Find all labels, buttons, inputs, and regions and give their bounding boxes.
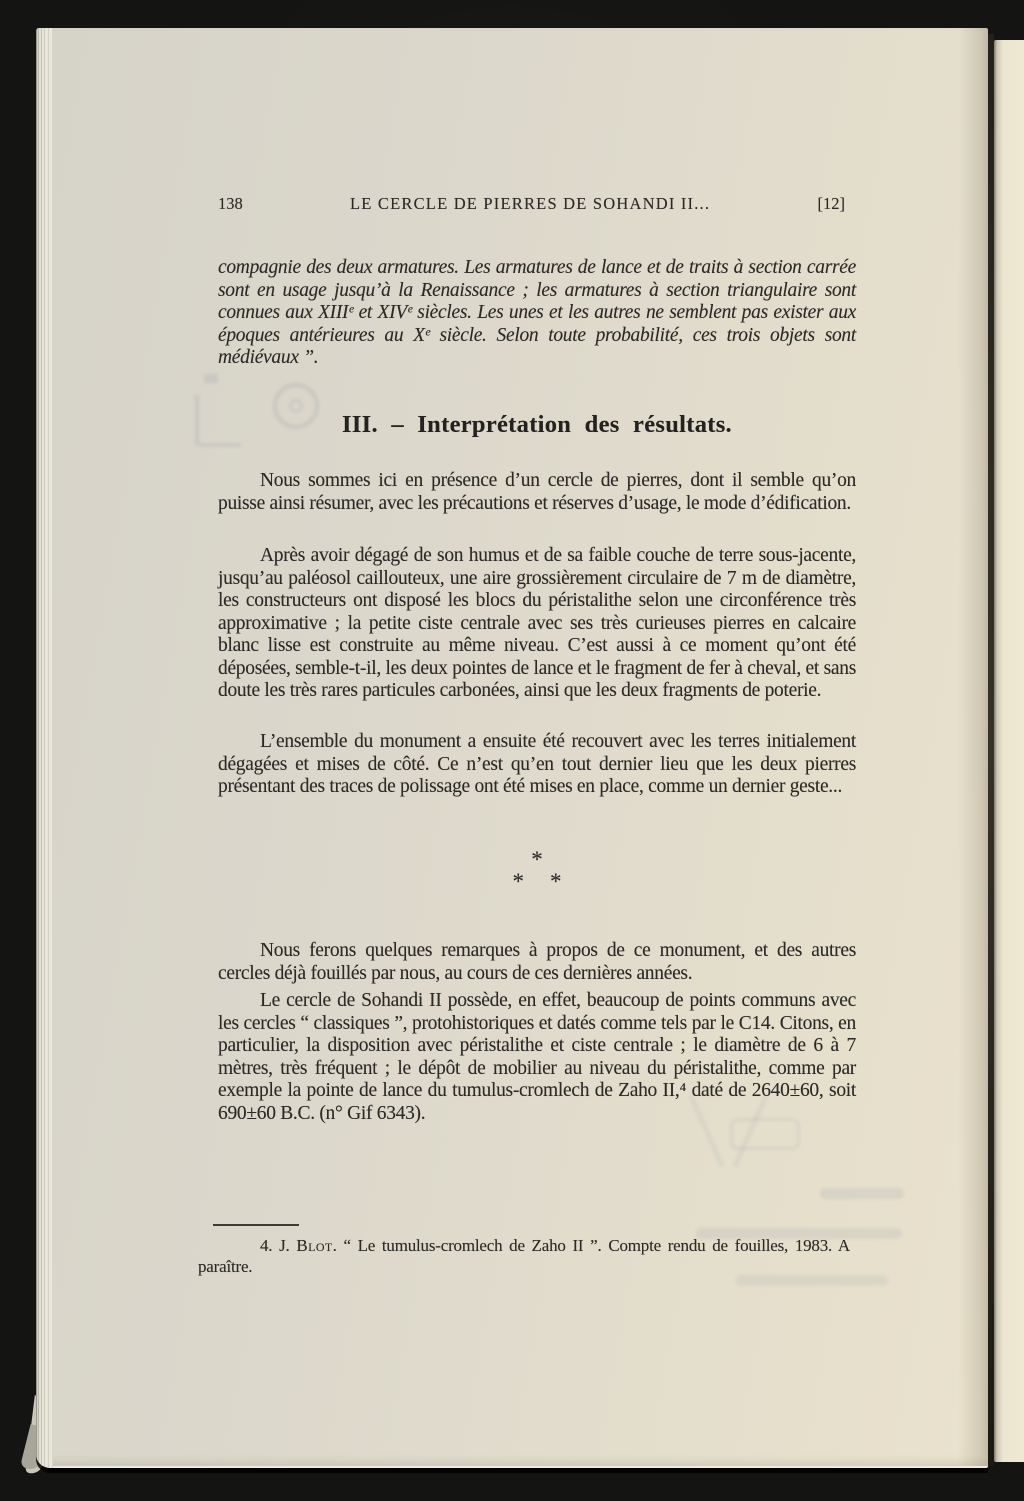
body-paragraph-5: Le cercle de Sohandi II possède, en effet, beaucoup de points communs avec les cercles “ classiques ”, protohistoriques et datés comme tels par le C14. Citons, en particulier, la disposition avec péristalithe et ciste centrale ; le diamètre de 6 à 7 mètres, très fréquent ; le dépôt de mobilier au niveau du péristalithe, comme par exemple la pointe de lance du tumulus-cromlech de Zaho II,⁴ daté de 2640±60, soit 690±60 B.C. (n° Gif 6343). xyxy=(218,990,856,1124)
running-title: LE CERCLE DE PIERRES DE SOHANDI II... xyxy=(350,194,711,213)
asterisk-row xyxy=(218,871,856,893)
asterisk: * xyxy=(531,847,543,872)
bracket-number: [12] xyxy=(817,194,845,213)
book-page xyxy=(36,28,988,1468)
body-paragraph-3: L’ensemble du monument a ensuite été recouvert avec les terres initialement dégagées et mises de côté. Ce n’est qu’en tout dernier lieu que les deux pierres présentant des traces de polissage ont été mises en place, comme un dernier geste... xyxy=(218,731,856,797)
bleed-through-text xyxy=(820,1188,904,1199)
next-page-edge xyxy=(994,40,1024,1462)
page-number: 138 xyxy=(218,194,243,213)
section-heading: III. – Interprétation des résultats. xyxy=(342,411,732,438)
page-header xyxy=(218,194,845,214)
asterisk: * xyxy=(550,869,562,894)
body-paragraph-4: Nous ferons quelques remarques à propos de ce monument, et des autres cercles déjà fouillés par nous, au cours de ces dernières années. xyxy=(218,940,856,984)
footnote xyxy=(198,1235,850,1277)
body-paragraph-2: Après avoir dégagé de son humus et de sa faible couche de terre sous-jacente, jusqu’au paléosol caillouteux, une aire grossièrement circulaire de 7 m de diamètre, les constructeurs ont disposé les blocs du péristalithe selon une circonférence très approximative ; la petite ciste centrale avec ses très curieuses pierres en calcaire blanc lisse est construite au même niveau. C’est aussi à ce moment qu’ont été déposées, semble-t-il, les deux pointes de lance et le fragment de fer à cheval, et sans doute les très rares particules carbonées, ainsi que les deux fragments de poterie. xyxy=(218,545,856,701)
bleed-through-figure xyxy=(204,374,218,383)
page-edge-stack xyxy=(36,28,60,1468)
footnote-author: Blot xyxy=(296,1236,333,1255)
asterisk: * xyxy=(512,869,524,894)
footnote-text: . “ Le tumulus-cromlech de Zaho II ”. Compte rendu de fouilles, 1983. A paraître. xyxy=(198,1236,850,1276)
body-paragraph-1: Nous sommes ici en présence d’un cercle de pierres, dont il semble qu’on puisse ainsi résumer, avec les précautions et réserves d’usage, le mode d’édification. xyxy=(218,470,856,514)
continuation-paragraph: compagnie des deux armatures. Les armatures de lance et de traits à section carrée sont en usage jusqu’à la Renaissance ; les armatures à section triangulaire sont connues aux XIIIᵉ et XIVᵉ siècles. Les unes et les autres ne semblent pas exister aux époques antérieures au Xᵉ siècle. Selon toute probabilité, ces trois objets sont médiévaux ”. xyxy=(218,257,856,368)
footnote-text: 4. J. xyxy=(260,1236,297,1255)
asterisk-divider xyxy=(218,849,856,893)
footnote-rule xyxy=(213,1224,299,1226)
